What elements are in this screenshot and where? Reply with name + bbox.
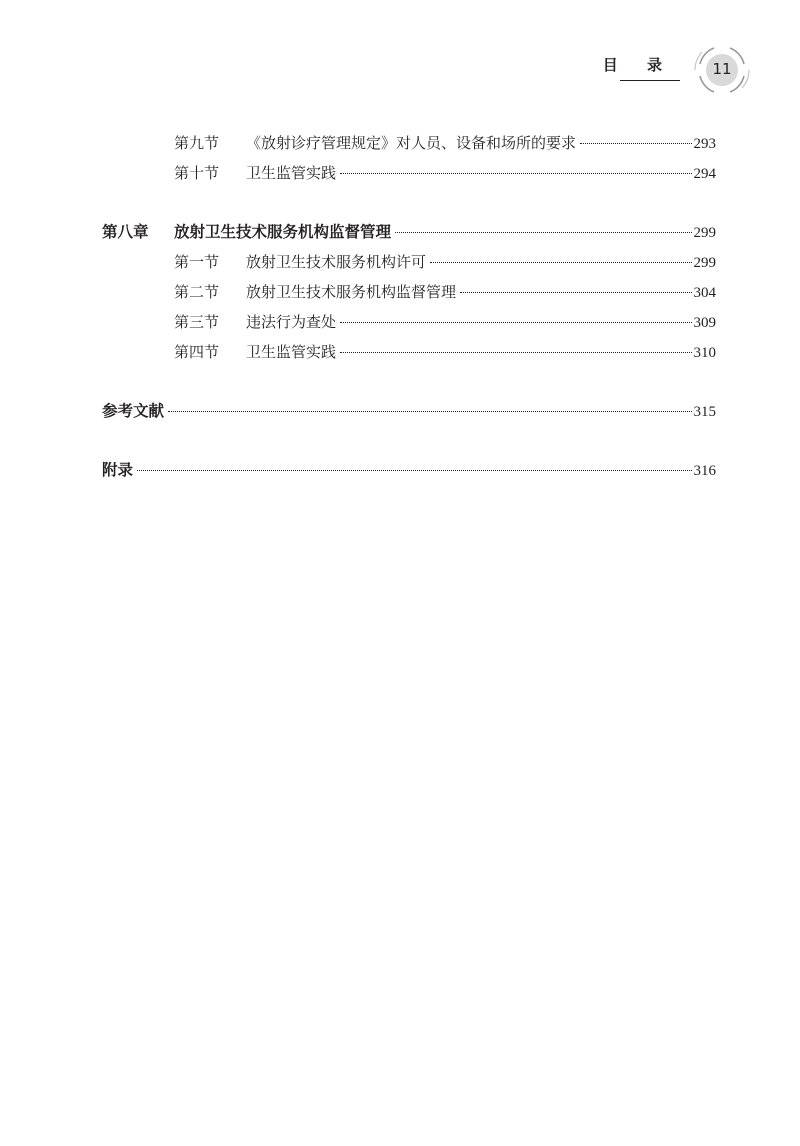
- dot-leader: [340, 352, 691, 353]
- section-number: 第四节: [174, 343, 220, 361]
- toc-entry-references[interactable]: [102, 396, 716, 426]
- appendix-label: 附录: [102, 461, 134, 479]
- dot-leader: [340, 173, 691, 174]
- dot-leader: [168, 411, 691, 412]
- toc-entry-section-4[interactable]: [102, 337, 716, 367]
- header-rule: [620, 80, 680, 81]
- chapter-number: 第八章: [102, 223, 149, 241]
- dot-leader: [137, 470, 691, 471]
- toc-entry-chapter-8[interactable]: [102, 217, 716, 247]
- dot-leader: [580, 143, 691, 144]
- page-number: 11: [712, 60, 732, 78]
- section-title: 卫生监管实践: [246, 164, 337, 182]
- header-title: 目 录: [602, 56, 674, 74]
- page-ref: 304: [693, 285, 716, 301]
- page-ref: 309: [693, 315, 716, 331]
- toc-entry-section-10[interactable]: [102, 158, 716, 188]
- toc-entry-section-3[interactable]: [102, 307, 716, 337]
- section-title: 放射卫生技术服务机构许可: [246, 253, 427, 271]
- section-number: 第三节: [174, 313, 220, 331]
- section-number: 第一节: [174, 253, 220, 271]
- page-ref: 310: [693, 345, 716, 361]
- toc-entry-appendix[interactable]: [102, 455, 716, 485]
- page-ref: 315: [693, 404, 716, 420]
- page-ref: 294: [693, 166, 716, 182]
- section-number: 第九节: [174, 134, 220, 152]
- dot-leader: [430, 262, 691, 263]
- page-ref: 299: [693, 255, 716, 271]
- page-ref: 293: [693, 136, 716, 152]
- page-ref: 299: [693, 225, 716, 241]
- section-number: 第十节: [174, 164, 220, 182]
- section-title: 放射卫生技术服务机构监督管理: [246, 283, 457, 301]
- toc-entry-section-2[interactable]: [102, 277, 716, 307]
- page-ref: 316: [693, 463, 716, 479]
- section-title: 违法行为查处: [246, 313, 337, 331]
- section-title: 《放射诊疗管理规定》对人员、设备和场所的要求: [246, 134, 577, 152]
- toc-entry-section-9[interactable]: [102, 128, 716, 158]
- dot-leader: [460, 292, 691, 293]
- section-title: 卫生监管实践: [246, 343, 337, 361]
- table-of-contents: [102, 128, 716, 485]
- section-number: 第二节: [174, 283, 220, 301]
- references-label: 参考文献: [102, 402, 165, 420]
- page-header: [592, 40, 752, 98]
- toc-entry-section-1[interactable]: [102, 247, 716, 277]
- dot-leader: [395, 232, 691, 233]
- dot-leader: [340, 322, 691, 323]
- chapter-title: 放射卫生技术服务机构监督管理: [174, 223, 392, 241]
